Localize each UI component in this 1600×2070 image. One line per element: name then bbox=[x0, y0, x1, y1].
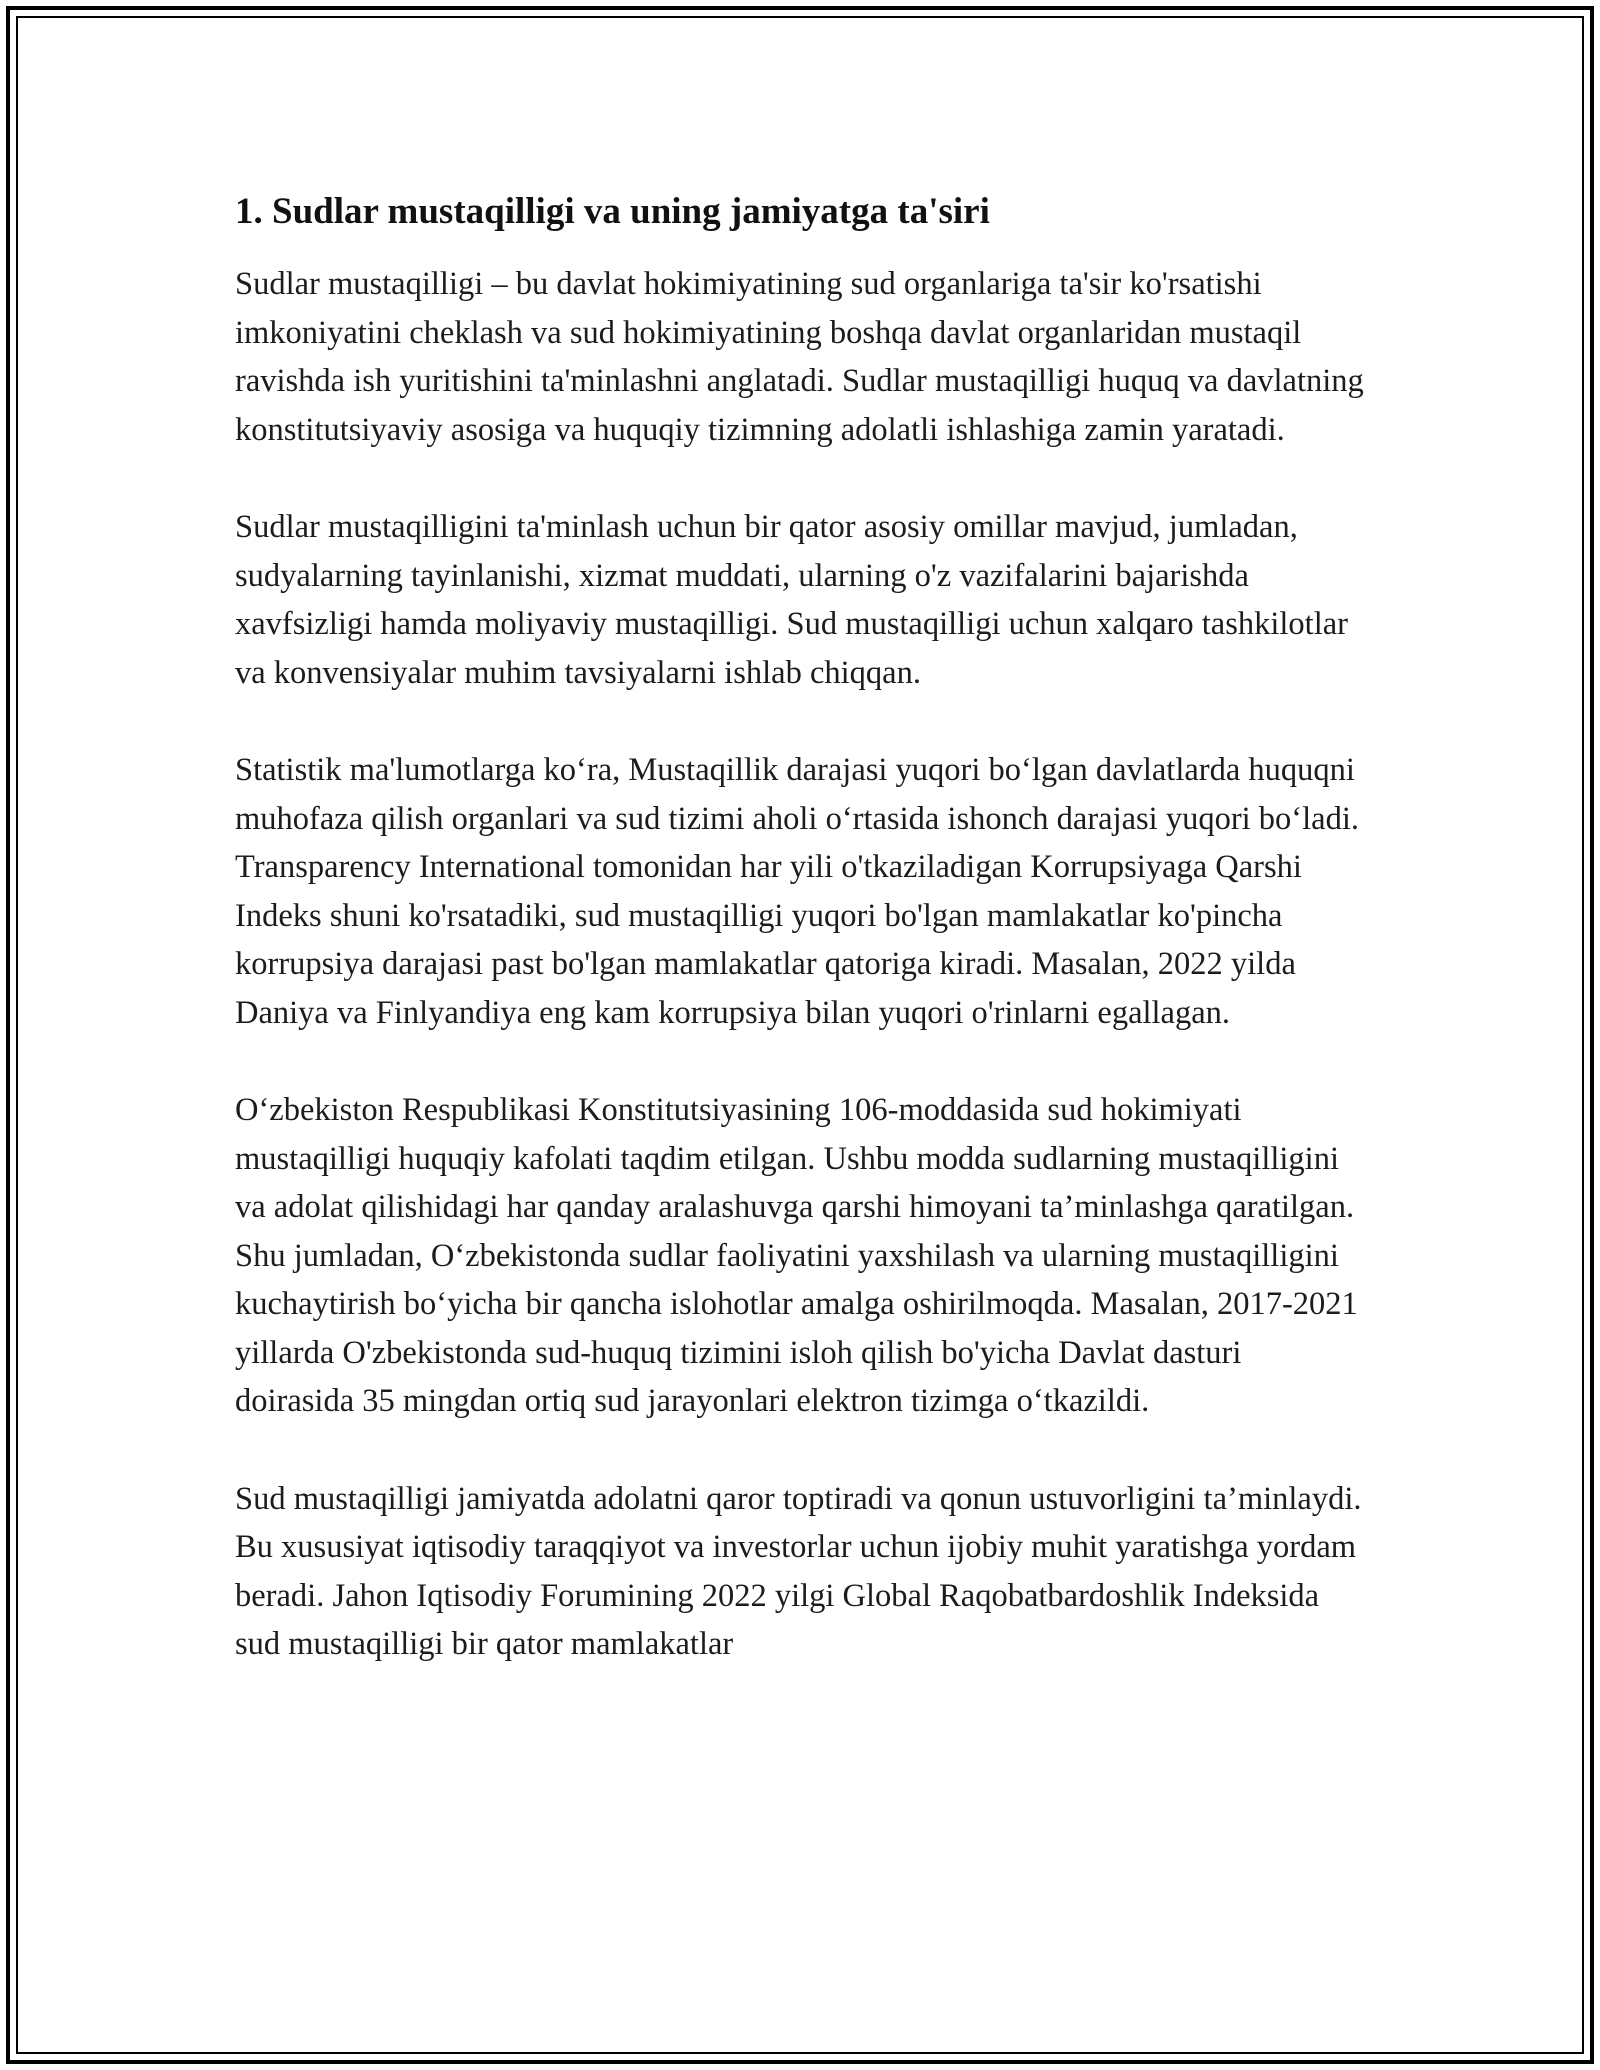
paragraph-2: Sudlar mustaqilligini ta'minlash uchun bir qator asosiy omillar mavjud, jumladan, sudyalarning tayinlanishi, xizmat muddati, ularning o'z vazifalarini bajarishda xavfsizligi hamda moliyaviy mustaqilligi. Sud mustaqilligi uchun xalqaro tashkilotlar va konvensiyalar muhim tavsiyalarni ishlab chiqqan. bbox=[235, 509, 1348, 691]
paragraph-5: Sud mustaqilligi jamiyatda adolatni qaror toptiradi va qonun ustuvorligini ta’minlaydi. Bu xususiyat iqtisodiy taraqqiyot va investorlar uchun ijobiy muhit yaratishga yordam beradi. Jahon Iqtisodiy Forumining 2022 yilgi Global Raqobatbardoshlik Indeksida sud mustaqilligi bir qator mamlakatlar bbox=[235, 1480, 1362, 1662]
document-body bbox=[235, 186, 1365, 1718]
paragraph-3: Statistik ma'lumotlarga koʻra, Mustaqillik darajasi yuqori boʻlgan davlatlarda huquqni muhofaza qilish organlari va sud tizimi aholi oʻrtasida ishonch darajasi yuqori boʻladi. Transparency International tomonidan har yili o'tkaziladigan Korrupsiyaga Qarshi Indeks shuni ko'rsatadiki, sud mustaqilligi yuqori bo'lgan mamlakatlar ko'pincha korrupsiya darajasi past bo'lgan mamlakatlar qatoriga kiradi. Masalan, 2022 yilda Daniya va Finlyandiya eng kam korrupsiya bilan yuqori o'rinlarni egallagan. bbox=[235, 752, 1359, 1031]
paragraph-4: Oʻzbekiston Respublikasi Konstitutsiyasining 106-moddasida sud hokimiyati mustaqilligi huquqiy kafolati taqdim etilgan. Ushbu modda sudlarning mustaqilligini va adolat qilishidagi har qanday aralashuvga qarshi himoyani ta’minlashga qaratilgan. Shu jumladan, Oʻzbekistonda sudlar faoliyatini yaxshilash va ularning mustaqilligini kuchaytirish boʻyicha bir qancha islohotlar amalga oshirilmoqda. Masalan, 2017-2021 yillarda O'zbekistonda sud-huquq tizimini isloh qilish bo'yicha Davlat dasturi doirasida 35 mingdan ortiq sud jarayonlari elektron tizimga oʻtkazildi. bbox=[235, 1092, 1358, 1419]
section-heading: 1. Sudlar mustaqilligi va uning jamiyatga ta'siri bbox=[235, 191, 990, 232]
paragraph-1: Sudlar mustaqilligi – bu davlat hokimiyatining sud organlariga ta'sir ko'rsatishi imkoniyatini cheklash va sud hokimiyatining boshqa davlat organlaridan mustaqil ravishda ish yuritishini ta'minlashni anglatadi. Sudlar mustaqilligi huquq va davlatning konstitutsiyaviy asosiga va huquqiy tizimning adolatli ishlashiga zamin yaratadi. bbox=[235, 266, 1364, 448]
